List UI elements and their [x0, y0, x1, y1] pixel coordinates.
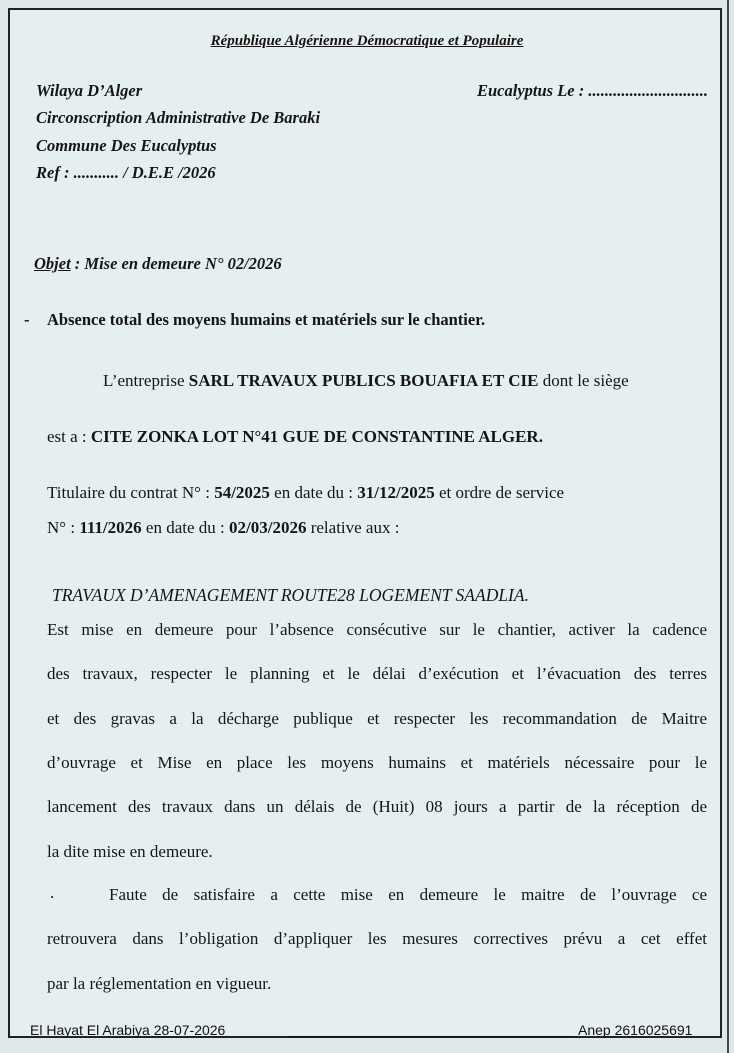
address-prefix: est a : — [47, 427, 91, 446]
footer-publication: El Hayat El Arabiya 28-07-2026 — [30, 1022, 226, 1038]
footer-anep: Anep 2616025691 — [578, 1022, 693, 1038]
contrat-number: 54/2025 — [214, 483, 270, 502]
body-line-5: lancement des travaux dans un délais de (Huit) 08 jours a partir de la réception de — [47, 797, 707, 816]
final-line-1: Faute de satisfaire a cette mise en demeure le maitre de l’ouvrage ce — [109, 885, 707, 904]
objet-text: : Mise en demeure N° 02/2026 — [70, 254, 282, 273]
page-edge-line — [727, 0, 729, 1053]
footer-rule — [288, 1036, 574, 1037]
os-p4: N° : — [47, 518, 80, 537]
entreprise-name: SARL TRAVAUX PUBLICS BOUAFIA ET CIE — [188, 371, 539, 390]
address-line — [47, 427, 543, 447]
final-dot: . — [50, 883, 55, 902]
body-line-4: d’ouvrage et Mise en place les moyens humains et matériels nécessaire pour le — [47, 753, 707, 772]
body-line-6: la dite mise en demeure. — [47, 842, 213, 861]
objet-line — [34, 254, 282, 274]
body-line-1: Est mise en demeure pour l’absence consécutive sur le chantier, activer la cadence — [47, 620, 707, 639]
body-line-2: des travaux, respecter le planning et le délai d’exécution et l’évacuation des terres — [47, 664, 707, 683]
address: CITE ZONKA LOT N°41 GUE DE CONSTANTINE ALGER. — [90, 427, 543, 446]
contrat-date: 31/12/2025 — [357, 483, 435, 502]
wilaya: Wilaya D’Alger — [36, 81, 143, 100]
entreprise-prefix: L’entreprise — [103, 371, 189, 390]
contrat-p1: Titulaire du contrat N° : — [47, 483, 215, 502]
final-line-2: retrouvera dans l’obligation d’appliquer les mesures correctives prévu a cet effet — [47, 929, 707, 948]
republic-title: République Algérienne Démocratique et Populaire — [210, 33, 524, 49]
contrat-p3: et ordre de service — [434, 483, 565, 502]
entreprise-line — [103, 371, 629, 391]
contrat-line — [47, 483, 564, 503]
commune: Commune Des Eucalyptus — [36, 136, 217, 155]
bullet-dash: - — [24, 310, 30, 329]
bullet-text: Absence total des moyens humains et matériels sur le chantier. — [47, 310, 486, 329]
ordre-service-line — [47, 518, 399, 538]
os-p5: en date du : — [141, 518, 230, 537]
contrat-p2: en date du : — [269, 483, 358, 502]
os-p6: relative aux : — [306, 518, 400, 537]
entreprise-suffix: dont le siège — [538, 371, 629, 390]
circonscription: Circonscription Administrative De Baraki — [36, 108, 321, 127]
objet-label: Objet — [34, 254, 71, 273]
body-line-3: et des gravas a la décharge publique et respecter les recommandation de Maitre — [47, 709, 707, 728]
os-number: 111/2026 — [79, 518, 142, 537]
reference: Ref : ........... / D.E.E /2026 — [36, 163, 216, 182]
os-date: 02/03/2026 — [229, 518, 307, 537]
project-title: TRAVAUX D’AMENAGEMENT ROUTE28 LOGEMENT SAADLIA. — [52, 585, 529, 605]
place-date: Eucalyptus Le : ............................. — [477, 81, 708, 100]
final-line-3: par la réglementation en vigueur. — [47, 974, 272, 993]
